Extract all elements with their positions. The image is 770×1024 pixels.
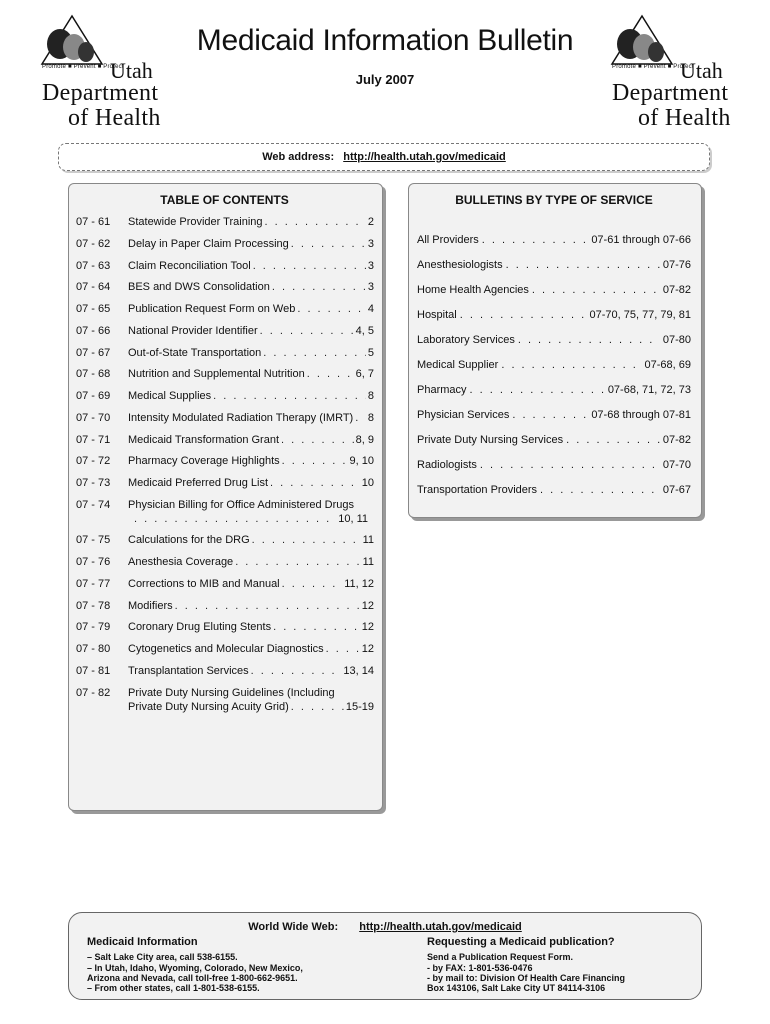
service-entry — [417, 408, 691, 422]
leader-dots — [282, 454, 348, 468]
service-name: Home Health Agencies — [417, 284, 529, 296]
utah-doh-logo-right — [610, 14, 740, 131]
web-address-link[interactable]: http://health.utah.gov/medicaid — [343, 151, 506, 163]
leader-dots — [355, 411, 366, 425]
table-of-contents-panel — [68, 183, 383, 811]
toc-entry-title: Modifiers — [128, 600, 173, 612]
toc-entry-page: 11, 12 — [344, 578, 374, 590]
toc-entry-page: 8, 9 — [355, 434, 374, 446]
toc-entry-page: 3 — [367, 281, 374, 293]
toc-entry-title-cont: Private Duty Nursing Acuity Grid) — [128, 701, 289, 713]
toc-entry-title: National Provider Identifier — [128, 325, 258, 337]
toc-entry-title: Anesthesia Coverage — [128, 556, 234, 568]
toc-entry-number: 07 - 80 — [76, 643, 111, 655]
toc-entry-number: 07 - 68 — [76, 368, 111, 380]
leader-dots — [272, 280, 366, 294]
leader-dots — [281, 433, 354, 447]
toc-entry-page: 6, 7 — [355, 368, 374, 380]
toc-entry-body — [128, 642, 374, 656]
toc-entry-title: Cytogenetics and Molecular Diagnostics — [128, 643, 324, 655]
service-name: Radiologists — [417, 459, 477, 471]
footer-right-item: - by mail to: Division Of Health Care Financing — [427, 973, 626, 983]
leader-dots — [480, 458, 660, 472]
toc-entry-title: Private Duty Nursing Guidelines (Including — [128, 687, 335, 699]
toc-entry-title: Coronary Drug Eluting Stents — [128, 621, 272, 633]
leader-dots — [307, 367, 354, 381]
leader-dots — [134, 512, 336, 526]
toc-entry-number: 07 - 73 — [76, 477, 111, 489]
toc-entry-title: Out-of-State Transportation — [128, 347, 262, 359]
leader-dots — [252, 533, 361, 547]
logo-department: Department — [612, 80, 729, 106]
toc-entry-number: 07 - 74 — [76, 499, 111, 511]
footer-right-heading: Requesting a Medicaid publication? — [427, 936, 615, 948]
leader-dots — [263, 346, 366, 360]
toc-entry-page: 8 — [367, 390, 374, 402]
toc-entry-body — [128, 259, 374, 273]
leader-dots — [518, 333, 660, 347]
toc-entry-page: 12 — [361, 643, 374, 655]
toc-entry-title: Transplantation Services — [128, 665, 249, 677]
toc-entry-body — [128, 454, 374, 468]
footer-right-item: - by FAX: 1-801-536-0476 — [427, 963, 533, 973]
footer-left-heading: Medicaid Information — [87, 936, 198, 948]
toc-entry-page: 10, 11 — [338, 513, 368, 525]
toc-entry-title: Pharmacy Coverage Highlights — [128, 455, 280, 467]
service-bulletins: 07-82 — [662, 434, 691, 446]
toc-entry-body — [128, 686, 374, 714]
leader-dots — [251, 664, 342, 678]
service-entry — [417, 483, 691, 497]
service-entry — [417, 308, 691, 322]
toc-entry-number: 07 - 77 — [76, 578, 111, 590]
toc-entry-body — [128, 498, 374, 526]
page-title: Medicaid Information Bulletin — [196, 24, 574, 57]
leader-dots — [540, 483, 660, 497]
toc-entry-page: 5 — [367, 347, 374, 359]
toc-entry-page: 10 — [361, 477, 374, 489]
toc-entry-body — [128, 555, 374, 569]
leader-dots — [501, 358, 641, 372]
toc-entry-number: 07 - 76 — [76, 556, 111, 568]
toc-entry-number: 07 - 70 — [76, 412, 111, 424]
leader-dots — [291, 237, 366, 251]
footer-contact-box — [68, 912, 702, 1000]
toc-entry-number: 07 - 69 — [76, 390, 111, 402]
footer-left-item: – Salt Lake City area, call 538-6155. — [87, 952, 238, 962]
toc-entry-title: BES and DWS Consolidation — [128, 281, 270, 293]
toc-entry-body — [128, 476, 374, 490]
toc-entry-page: 4, 5 — [355, 325, 374, 337]
toc-entry-title: Intensity Modulated Radiation Therapy (IMRT) — [128, 412, 354, 424]
service-bulletins: 07-76 — [662, 259, 691, 271]
leader-dots — [532, 283, 660, 297]
leader-dots — [512, 408, 588, 422]
leader-dots — [265, 215, 366, 229]
leader-dots — [506, 258, 660, 272]
service-entry — [417, 433, 691, 447]
toc-entry-number: 07 - 65 — [76, 303, 111, 315]
toc-entry-body — [128, 599, 374, 613]
toc-entry-body — [128, 577, 374, 591]
leader-dots — [213, 389, 366, 403]
web-address-label: Web address: — [262, 151, 335, 163]
service-name: Medical Supplier — [417, 359, 499, 371]
leader-dots — [482, 233, 589, 247]
toc-entry-number: 07 - 81 — [76, 665, 111, 677]
toc-entry-number: 07 - 66 — [76, 325, 111, 337]
footer-www-link[interactable]: http://health.utah.gov/medicaid — [359, 921, 522, 933]
service-bulletins: 07-82 — [662, 284, 691, 296]
toc-entry-page: 9, 10 — [349, 455, 374, 467]
toc-entry-number: 07 - 61 — [76, 216, 111, 228]
logo-tagline: Promote ■ Prevent ■ Protect — [612, 64, 694, 70]
toc-entry-body — [128, 533, 374, 547]
service-bulletins: 07-61 through 07-66 — [591, 234, 691, 246]
toc-title: TABLE OF CONTENTS — [160, 193, 289, 207]
toc-entry-page: 12 — [361, 600, 374, 612]
toc-entry-body — [128, 433, 374, 447]
toc-entry-page: 4 — [367, 303, 374, 315]
footer-left-item: – In Utah, Idaho, Wyoming, Colorado, New Mexico, — [87, 963, 303, 973]
toc-entry-page: 8 — [367, 412, 374, 424]
toc-entry-body — [128, 302, 374, 316]
leader-dots — [260, 324, 354, 338]
toc-entry-page: 3 — [367, 238, 374, 250]
leader-dots — [235, 555, 360, 569]
toc-entry-number: 07 - 78 — [76, 600, 111, 612]
utah-doh-logo-left — [40, 14, 170, 131]
leader-dots — [175, 599, 360, 613]
toc-entry-body — [128, 664, 374, 678]
toc-entry-page: 15-19 — [345, 701, 374, 713]
toc-entry-page: 13, 14 — [343, 665, 374, 677]
toc-entry-page: 11 — [362, 556, 374, 568]
service-entry — [417, 258, 691, 272]
toc-entry-title: Corrections to MIB and Manual — [128, 578, 280, 590]
service-name: Pharmacy — [417, 384, 467, 396]
service-name: Private Duty Nursing Services — [417, 434, 564, 446]
toc-entry-body — [128, 411, 374, 425]
toc-entry-number: 07 - 79 — [76, 621, 111, 633]
toc-entry-body — [128, 367, 374, 381]
toc-entry-title: Medicaid Preferred Drug List — [128, 477, 269, 489]
service-name: Physician Services — [417, 409, 510, 421]
service-entry — [417, 333, 691, 347]
leader-dots — [291, 700, 344, 714]
toc-entry-body — [128, 620, 374, 634]
leader-dots — [566, 433, 660, 447]
toc-entry-title: Medical Supplies — [128, 390, 212, 402]
toc-entry-number: 07 - 63 — [76, 260, 111, 272]
bulletin-date: July 2007 — [355, 72, 415, 87]
leader-dots — [282, 577, 343, 591]
service-bulletins: 07-68 through 07-81 — [591, 409, 691, 421]
toc-entry-number: 07 - 71 — [76, 434, 111, 446]
service-bulletins: 07-67 — [662, 484, 691, 496]
footer-right-item: Send a Publication Request Form. — [427, 952, 574, 962]
footer-left-item: Arizona and Nevada, call toll-free 1-800-662-9651. — [87, 973, 298, 983]
logo-of-health: of Health — [68, 105, 161, 131]
service-bulletins: 07-70 — [662, 459, 691, 471]
logo-utah: Utah — [110, 58, 153, 83]
toc-entry-page: 12 — [361, 621, 374, 633]
toc-entry-page: 2 — [367, 216, 374, 228]
service-entry — [417, 383, 691, 397]
toc-entry-title: Physician Billing for Office Administered Drugs — [128, 499, 355, 511]
toc-entry-body — [128, 389, 374, 403]
logo-of-health: of Health — [638, 105, 731, 131]
leader-dots — [253, 259, 366, 273]
service-name: Laboratory Services — [417, 334, 515, 346]
toc-entry-body — [128, 280, 374, 294]
service-bulletins: 07-68, 69 — [644, 359, 691, 371]
toc-entry-number: 07 - 82 — [76, 687, 111, 699]
logo-utah: Utah — [680, 58, 723, 83]
toc-entry-body — [128, 215, 374, 229]
service-entry — [417, 358, 691, 372]
toc-entry-number: 07 - 72 — [76, 455, 111, 467]
toc-entry-body — [128, 346, 374, 360]
toc-entry-page: 3 — [367, 260, 374, 272]
footer-www-row — [69, 921, 701, 933]
logo-department: Department — [42, 80, 159, 106]
leader-dots — [326, 642, 360, 656]
web-address-bar — [58, 143, 710, 171]
toc-entry-number: 07 - 64 — [76, 281, 111, 293]
toc-entry-number: 07 - 75 — [76, 534, 111, 546]
service-bulletins: 07-68, 71, 72, 73 — [607, 384, 691, 396]
footer-www-label: World Wide Web: — [248, 921, 339, 933]
toc-entry-body — [128, 237, 374, 251]
toc-entry-body — [128, 324, 374, 338]
service-entry — [417, 458, 691, 472]
leader-dots — [297, 302, 366, 316]
toc-entry-page: 11 — [362, 534, 374, 546]
toc-entry-title: Publication Request Form on Web — [128, 303, 296, 315]
service-entry — [417, 233, 691, 247]
toc-entry-title: Statewide Provider Training — [128, 216, 263, 228]
service-name: Hospital — [417, 309, 457, 321]
footer-right-item: Box 143106, Salt Lake City UT 84114-3106 — [427, 983, 606, 993]
bulletins-title: BULLETINS BY TYPE OF SERVICE — [455, 193, 653, 207]
toc-entry-title: Claim Reconciliation Tool — [128, 260, 251, 272]
service-bulletins: 07-70, 75, 77, 79, 81 — [589, 309, 691, 321]
service-bulletins: 07-80 — [662, 334, 691, 346]
toc-entry-number: 07 - 62 — [76, 238, 111, 250]
leader-dots — [470, 383, 605, 397]
toc-entry-title: Calculations for the DRG — [128, 534, 250, 546]
toc-entry-number: 07 - 67 — [76, 347, 111, 359]
leader-dots — [273, 620, 360, 634]
leader-dots — [460, 308, 587, 322]
service-name: All Providers — [417, 234, 479, 246]
service-name: Transportation Providers — [417, 484, 538, 496]
service-entry — [417, 283, 691, 297]
service-name: Anesthesiologists — [417, 259, 503, 271]
logo-tagline: Promote ■ Prevent ■ Protect — [42, 64, 124, 70]
toc-entry-title: Medicaid Transformation Grant — [128, 434, 280, 446]
leader-dots — [270, 476, 360, 490]
toc-entry-title: Delay in Paper Claim Processing — [128, 238, 289, 250]
toc-entry-title: Nutrition and Supplemental Nutrition — [128, 368, 305, 380]
footer-left-item: – From other states, call 1-801-538-6155. — [87, 983, 260, 993]
